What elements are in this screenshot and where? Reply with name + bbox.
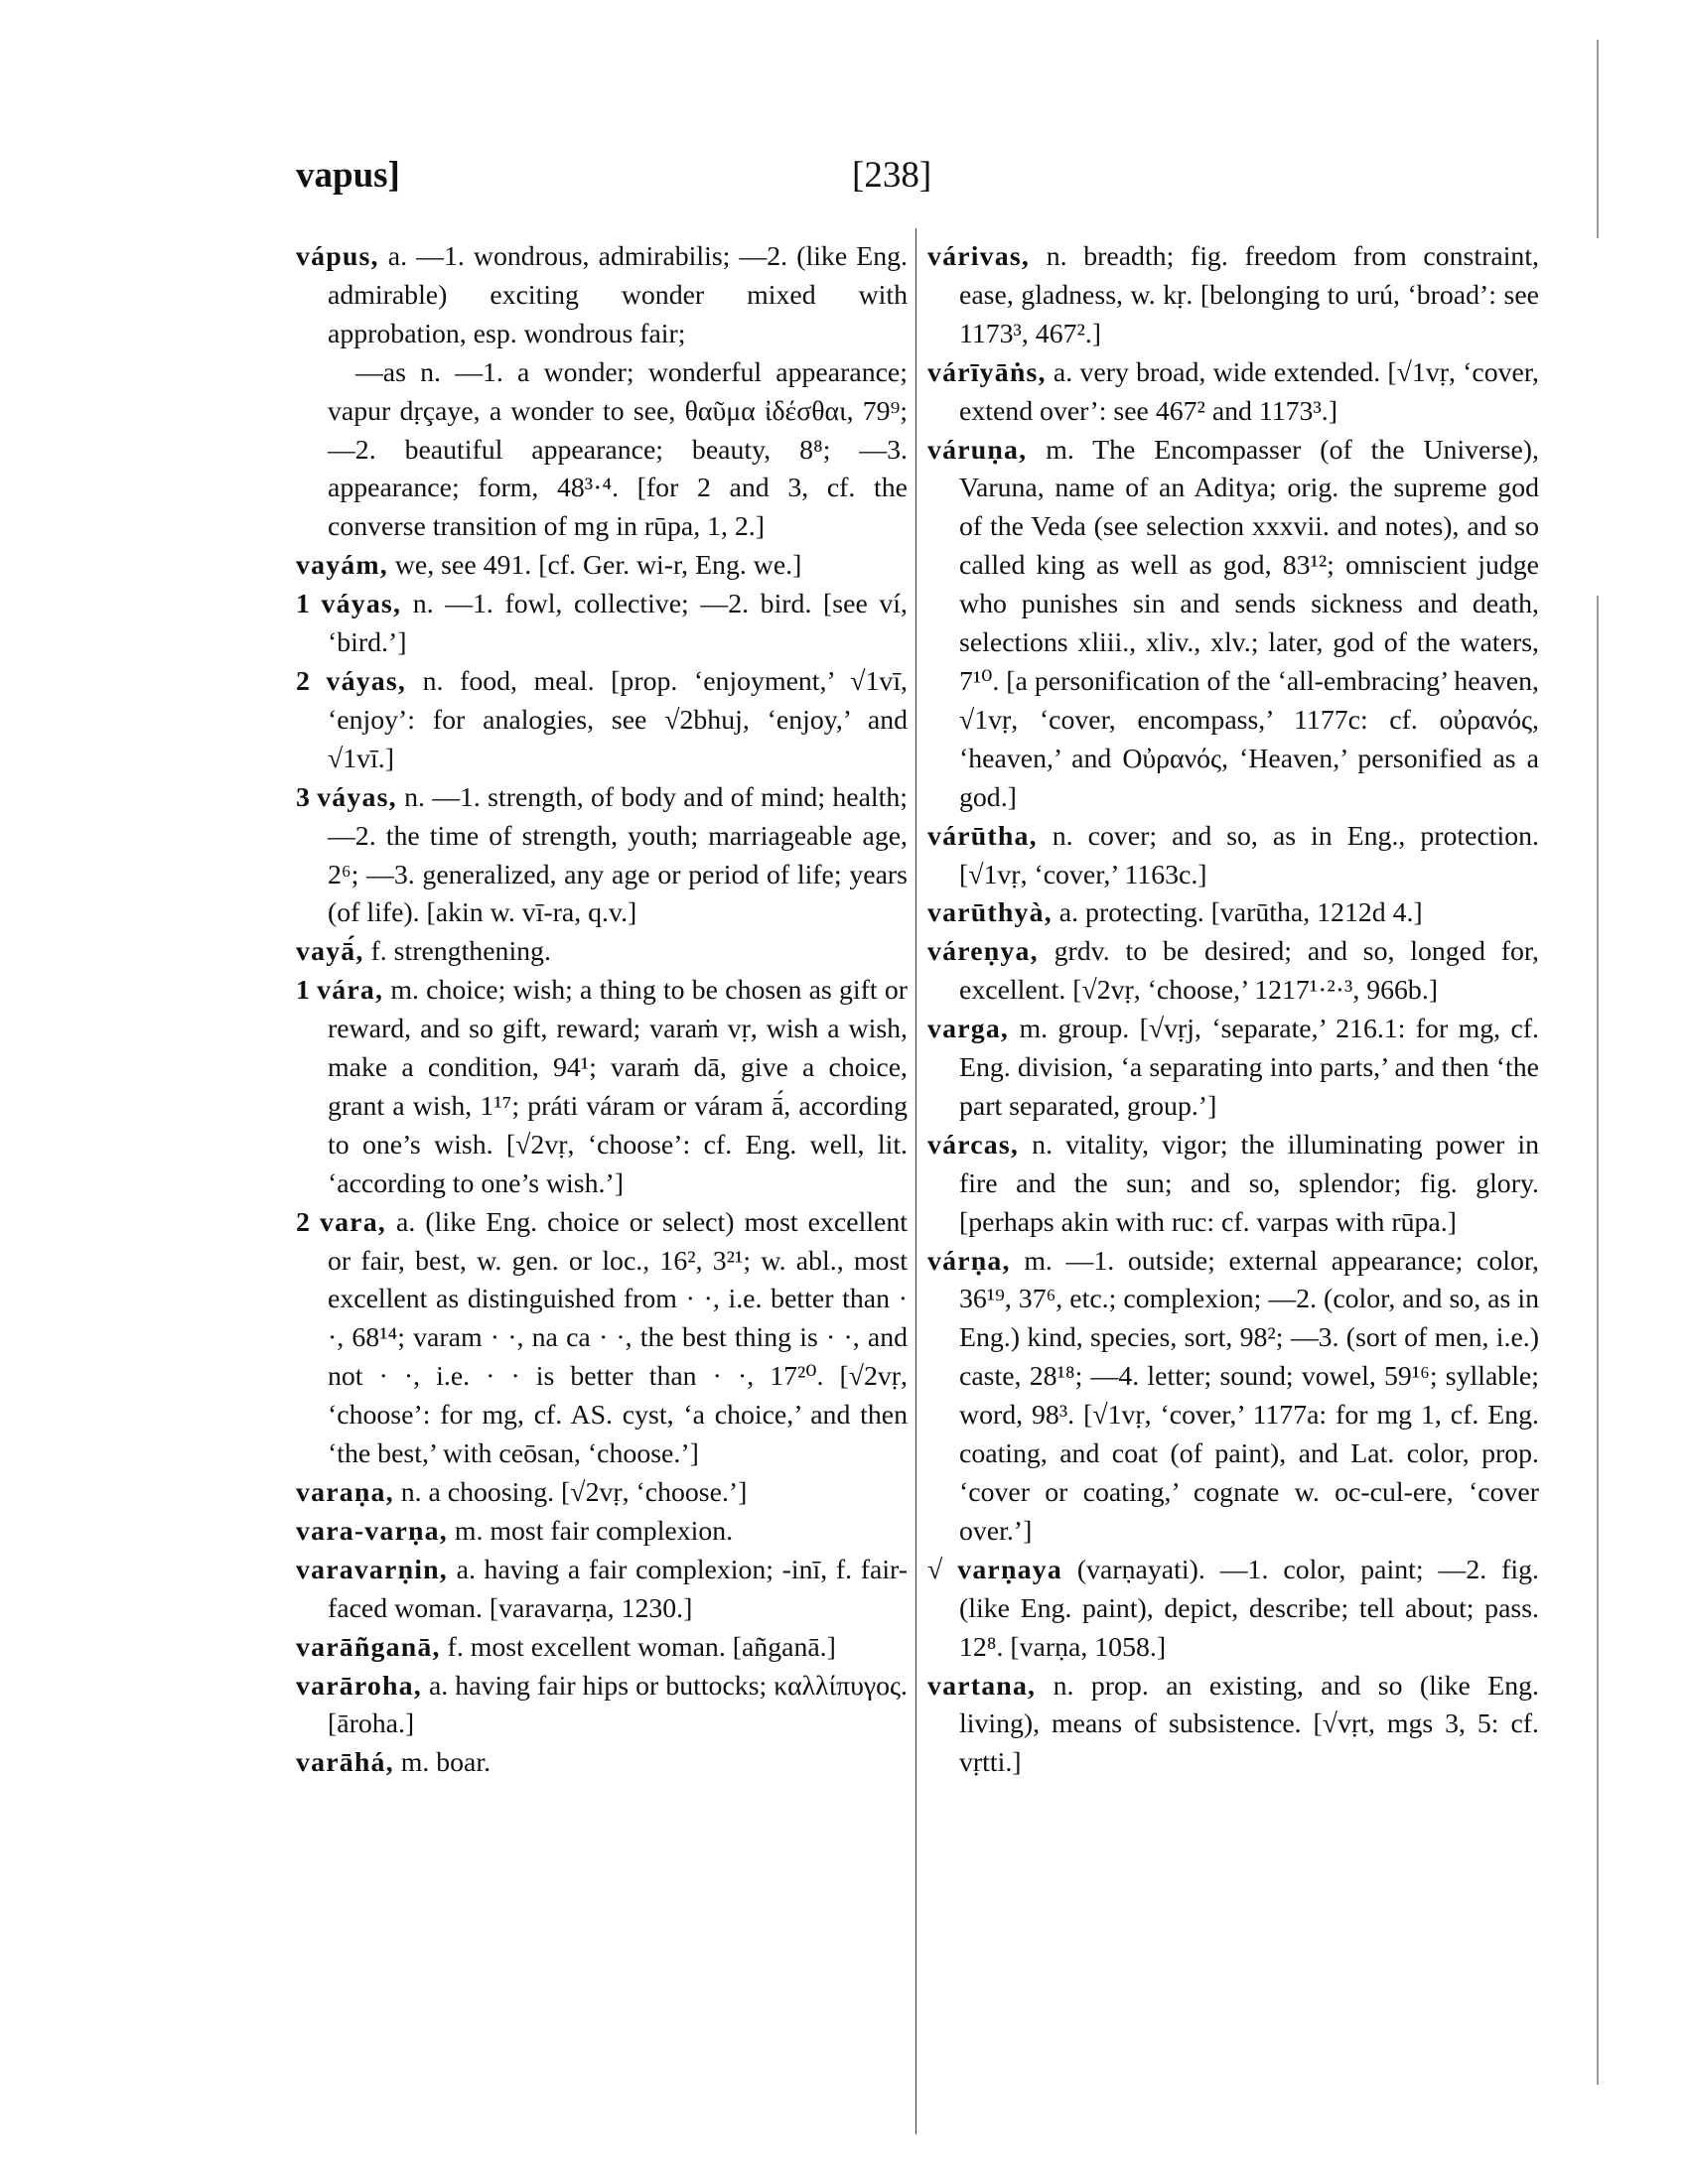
dictionary-entry [927, 354, 1539, 432]
definition-text: a. having a fair complexion; -inī, f. fair-faced woman. [varavarṇa, 1230.] [328, 1554, 908, 1624]
definition-text: a. having fair hips or buttocks; καλλίπυγος. [āroha.] [328, 1670, 908, 1740]
headword: varṇaya [957, 1554, 1062, 1585]
definition-text: a. (like Eng. choice or select) most excellent or fair, best, w. gen. or loc., 16², 3²¹; w. abl., most excellent as distinguished from · ·, i.e. better than · ·, 68¹⁴; varam · ·, na ca · ·, the best thing is · ·, and not · ·, i.e. · · is better than · ·, 17²⁰. [√2vṛ, ‘choose’: for mg, cf. AS. cyst, ‘a choice,’ and then ‘the best,’ with ceōsan, ‘choose.’] [328, 1206, 908, 1470]
definition-text: m. choice; wish; a thing to be chosen as gift or reward, and so gift, reward; varaṁ vṛ, wish a wish, make a condition, 94¹; varaṁ dā, give a choice, grant a wish, 1¹⁷; práti váram or váram ā́, according to one’s wish. [√2vṛ, ‘choose’: cf. Eng. well, lit. ‘according to one’s wish.’] [328, 975, 908, 1199]
definition-text: m. The Encompasser (of the Universe), Varuna, name of an Aditya; orig. the supreme god of the Veda (see selection xxxvii. and notes), and so called king as well as god, 83¹²; omniscient judge who punishes sin and sends sickness and death, selections xliii., xliv., xlv.; later, god of the waters, 7¹⁰. [a personification of the ‘all-embracing’ heaven, √1vṛ, ‘cover, encompass,’ 1177c: cf. οὐρανός, ‘heaven,’ and Οὐρανός, ‘Heaven,’ personified as a god.] [959, 434, 1539, 813]
definition-text: f. most excellent woman. [añganā.] [440, 1631, 836, 1663]
headword: várcas, [927, 1129, 1020, 1160]
dictionary-entry [927, 818, 1539, 895]
headword: varāroha, [296, 1670, 422, 1702]
headword: váyas, [317, 781, 397, 813]
definition-text: m. boar. [393, 1747, 492, 1779]
headword: varāñganā, [296, 1631, 441, 1663]
dictionary-entry [296, 933, 908, 972]
definition-text: f. strengthening. [363, 936, 551, 968]
headword: vayā́, [296, 936, 364, 968]
dictionary-entry [927, 894, 1539, 933]
dictionary-entry [296, 238, 908, 354]
dictionary-entry [927, 1011, 1539, 1127]
dictionary-entry [296, 1513, 908, 1552]
definition-text: —as n. —1. a wonder; wonderful appearance; vapur dṛçaye, a wonder to see, θαῦμα ἰδέσθαι, 79⁹; —2. beautiful appearance; beauty, 8⁸; —3. appearance; form, 48³·⁴. [for 2 and 3, cf. the converse transition of mg in rūpa, 1, 2.] [328, 356, 908, 543]
dictionary-entry [296, 1204, 908, 1474]
headword: varūthyà, [927, 897, 1053, 929]
headword: váyas, [326, 665, 407, 697]
dictionary-entry [296, 1552, 908, 1629]
dictionary-entry [296, 1474, 908, 1513]
definition-text: a. protecting. [varūtha, 1212d 4.] [1052, 897, 1423, 929]
dictionary-subentry [296, 354, 908, 548]
definition-text: n. —1. strength, of body and of mind; health; —2. the time of strength, youth; marriageable age, 2⁶; —3. generalized, any age or period of life; years (of life). [akin w. vī-ra, q.v.] [328, 781, 908, 929]
dictionary-entry [927, 1243, 1539, 1552]
dictionary-entry [296, 1629, 908, 1668]
headword: várīyāṅs, [927, 356, 1047, 388]
dictionary-columns [296, 238, 1547, 2154]
dictionary-entry [296, 547, 908, 586]
definition-text: a. —1. wondrous, admirabilis; —2. (like Eng. admirable) exciting wonder mixed with approbation, esp. wondrous fair; [328, 241, 908, 349]
definition-text: m. group. [√vṛj, ‘separate,’ 216.1: for mg, cf. Eng. division, ‘a separating into parts,’ and then ‘the part separated, group.’] [959, 1014, 1539, 1122]
page-number: [238] [852, 155, 932, 196]
headword: váruṇa, [927, 434, 1028, 466]
definition-text: m. —1. outside; external appearance; color, 36¹⁹, 37⁶, etc.; complexion; —2. (color, and so, as in Eng.) kind, species, sort, 98²; —3. (sort of men, i.e.) caste, 28¹⁸; —4. letter; sound; vowel, 59¹⁶; syllable; word, 98³. [√1vṛ, ‘cover,’ 1177a: for mg 1, cf. Eng. coating, and coat (of paint), and Lat. color, prop. ‘cover or coating,’ cognate w. oc-cul-ere, ‘cover over.’] [959, 1245, 1539, 1547]
entry-number: 1 [296, 975, 318, 1007]
scan-edge-line [1597, 596, 1599, 2085]
dictionary-entry [927, 432, 1539, 818]
headword: vára, [317, 975, 384, 1007]
headword: váyas, [321, 589, 402, 620]
definition-text: (varṇayati). —1. color, paint; —2. fig. (like Eng. paint), depict, describe; tell about; pass. 12⁸. [varṇa, 1058.] [959, 1554, 1539, 1663]
entry-number: 2 [296, 1206, 320, 1238]
scan-edge-line [1597, 40, 1599, 238]
entry-number: 3 [296, 781, 318, 813]
right-column [927, 238, 1539, 1783]
entry-number: 2 [296, 665, 327, 697]
headword: várūtha, [927, 820, 1038, 852]
dictionary-entry [927, 238, 1539, 354]
dictionary-entry [296, 1668, 908, 1745]
definition-text: a. very broad, wide extended. [√1vṛ, ‘cover, extend over’: see 467² and 1173³.] [959, 356, 1539, 427]
headword: váreṇya, [927, 936, 1039, 968]
dictionary-entry [296, 1744, 908, 1783]
definition-text: n. a choosing. [√2vṛ, ‘choose.’] [393, 1477, 748, 1508]
definition-text: n. —1. fowl, collective; —2. bird. [see ví, ‘bird.’] [328, 589, 908, 659]
definition-text: n. cover; and so, as in Eng., protection. [√1vṛ, ‘cover,’ 1163c.] [959, 820, 1539, 890]
headword: vara, [319, 1206, 386, 1238]
headword: vartana, [927, 1670, 1037, 1702]
definition-text: grdv. to be desired; and so, longed for, excellent. [√2vṛ, ‘choose,’ 1217¹·²·³, 966b.] [959, 936, 1539, 1007]
left-column [296, 238, 908, 1783]
headword: varaṇa, [296, 1477, 394, 1508]
dictionary-entry [296, 663, 908, 779]
definition-text: n. prop. an existing, and so (like Eng. living), means of subsistence. [√vṛt, mgs 3, 5: cf. vṛtti.] [959, 1670, 1539, 1779]
headword: varavarṇin, [296, 1554, 448, 1585]
column-divider [915, 228, 916, 2134]
headword: vara-varṇa, [296, 1515, 448, 1547]
definition-text: m. most fair complexion. [447, 1515, 734, 1547]
definition-text: we, see 491. [cf. Ger. wi-r, Eng. we.] [387, 550, 802, 582]
entry-number: √ [927, 1554, 958, 1585]
entry-number: 1 [296, 589, 322, 620]
dictionary-entry [927, 1668, 1539, 1784]
dictionary-entry [296, 779, 908, 934]
dictionary-entry [927, 933, 1539, 1011]
dictionary-entry [296, 972, 908, 1203]
definition-text: n. vitality, vigor; the illuminating power in fire and the sun; and so, splendor; fig. glory. [perhaps akin with ruc: cf. varpas with rūpa.] [959, 1129, 1539, 1238]
running-head: vapus] [296, 155, 400, 196]
dictionary-entry [927, 1127, 1539, 1243]
dictionary-entry [927, 1552, 1539, 1668]
definition-text: n. breadth; fig. freedom from constraint, ease, gladness, w. kṛ. [belonging to urú, ‘broad’: see 1173³, 467².] [959, 241, 1539, 349]
definition-text: n. food, meal. [prop. ‘enjoyment,’ √1vī, ‘enjoy’: for analogies, see √2bhuj, ‘enjoy,’ and √1vī.] [328, 665, 908, 774]
dictionary-entry [296, 586, 908, 663]
headword: várṇa, [927, 1245, 1011, 1277]
headword: varāhá, [296, 1747, 394, 1779]
page-header [296, 154, 1398, 204]
headword: vápus, [296, 241, 379, 272]
headword: varga, [927, 1014, 1010, 1045]
headword: vayám, [296, 550, 388, 582]
headword: várivas, [927, 241, 1031, 272]
